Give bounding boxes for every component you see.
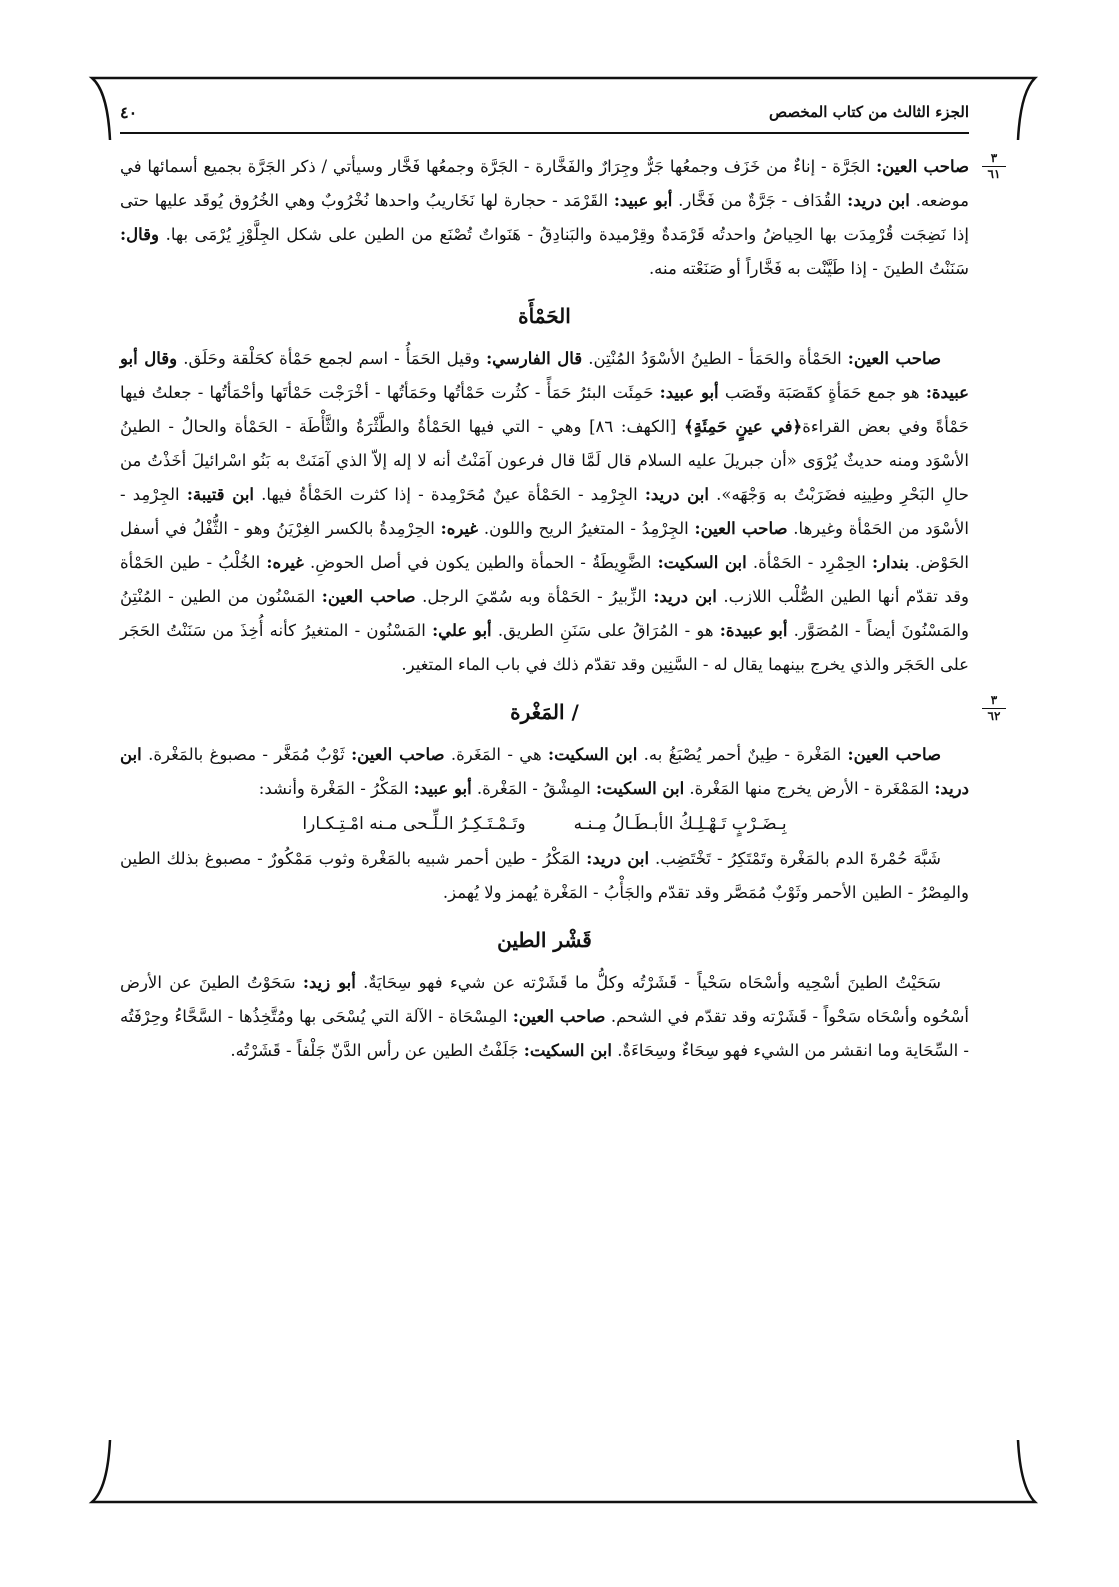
running-header <box>120 92 969 134</box>
poetry-verse <box>120 814 969 834</box>
margin-reference-1: ٣ ٦١ <box>979 152 1009 181</box>
section-title-qashr: قَشْر الطين <box>497 928 592 952</box>
verse-first-hemistich: بِـضَـرْبٍ تَـهْـلِـكُ الأبـطَـالُ مِـنـه <box>573 814 787 834</box>
qashr-paragraph: سَحَيْتُ الطينَ أسْحِيه وأسْحَاه سَحْياً - قَشَرْتُه وكلُّ ما قَشَرْته عن شيء فهو سِحَايَةٌ. أبو زيد: سَحَوْتُ الطينَ عن الأرض أسْحُوه وأسْحَاه سَحْواً - قَشَرْته وقد تقدّم في الشحم. صاحب العين: المِسْحَاة - الآلة التي يُسْحَى بها ومُتَّخِذُها - السَّحَّاءُ وحِرْفَتُه - السِّحَاية وما انقشر من الشيء فهو سِحَاءٌ وسِحَاءَةٌ. ابن السكيت: جَلَفْتُ الطين عن رأس الدَّنّ جَلْفاً - قَشَرْتُه. <box>120 973 969 1060</box>
maghra-paragraph: صاحب العين: المَغْرة - طِينٌ أحمر يُصْبَغُ به. ابن السكيت: هي - المَغَرة. صاحب العين: ثَوْبٌ مُمَغَّر - مصبوغ بالمَغْرة. ابن دريد: المَمْغَرة - الأرض يخرج منها المَغْرة. ابن السكيت: المِشْقُ - المَغْرة. أبو عبيد: المَكْرُ - المَغْرة وأنشد: <box>120 745 969 798</box>
margin-reference-2: ٣ ٦٢ <box>979 694 1009 723</box>
page-number: ٤٠ <box>120 102 138 122</box>
section-title-maghra: / المَغْرة <box>510 700 579 724</box>
running-title: الجزء الثالث من كتاب المخصص <box>768 103 969 121</box>
verse-second-hemistich: وتَـمْـتَـكِـرُ الـلِّـحى مـنه امْـتِـكـارا <box>302 814 526 834</box>
section-title-hamaa: الحَمْأَة <box>518 304 571 328</box>
hamaa-paragraph: صاحب العين: الحَمْأة والحَمَأ - الطينُ الأسْوَدُ المُنْتِن. قال الفارسي: وقيل الحَمَأُ - اسم لجمع حَمْأة كحَلْقة وحَلَق. وقال أبو عبيدة: هو جمع حَمَأةٍ كقَصَبَة وقَصَب أبو عبيد: حَمِئَت البئرُ حَمَأً - كثُرت حَمْأتُها وحَمَأتُها - أخْرَجْت حَمْأتَها وأحْمَأتُها - جعلتُ فيها حَمْأةً وفي بعض القراءة﴿في عينٍ حَمِئَةٍ﴾ [الكهف: ٨٦] وهي - التي فيها الحَمْأةُ والطَّثْرَةُ والثَّأْطَة - الحَمْأة والحالُ - الطينُ الأسْوَد ومنه حديثٌ يُرْوَى «أن جبريلَ عليه السلام قال لَمَّا قال فرعون آمَنْتُ أنه لا إله إلاّ الذي آمَنَتْ به بَنُو اسْرائيلَ أخَذْتُ من حالِ البَحْرِ وطِينِه فضَرَبْتُ به وَجْهَه». ابن دريد: الجِرْمِد - الحَمْأة عينٌ مُحَرْمِدة - إذا كثرت الحَمْأةُ فيها. ابن قتيبة: الجِرْمِد - الأسْوَد من الحَمْأة وغيرها. صاحب العين: الجِرْمِدُ - المتغيرُ الريح واللون. غيره: الحِرْمِدةُ بالكسر الغِرْيَنُ وهو - الثُّفْلُ في أسفل الحَوْض. بندار: الحِمْرِد - الحَمْأة. ابن السكيت: الضَّوِيطَةُ - الحمأة والطين يكون في أصل الحوضِ. غيره: الخُلْبُ - طين الحَمْأة وقد تقدّم أنها الطين الصُّلْب اللازب. ابن دريد: الزِّبيرُ - الحَمْأة وبه سُمّيَ الرجل. صاحب العين: المَسْنُون من الطين - المُنْتِنُ والمَسْنُونَ أيضاً - المُصَوَّر. أبو عبيدة: هو - المُرَاقُ على سَنَنِ الطريق. أبو علي: المَسْنُون - المتغيرُ كأنه أُخِذَ من سَنَنْتُ الحَجَر على الحَجَر والذي يخرج بينهما يقال له - السَّنِين وقد تقدّم ذلك في باب الماء المتغير. <box>120 349 970 674</box>
page-body <box>120 150 1001 1437</box>
intro-paragraph: صاحب العين: الجَرَّة - إناءٌ من خَزَف وجمعُها جَرٌّ وجِرَارٌ والفَخَّارة - الجَرَّة وجمعُها فَخَّار وسيأتي / ذكر الجَرَّة بجميع أسمائها في موضعه. ابن دريد: القُدَاف - جَرَّةٌ من فَخَّار. أبو عبيد: القَرْمَد - حجارة لها نَخَاريبُ واحدها نُخْرُوبٌ وهي الخُرُوق يُوقَد عليها حتى إذا نَضِجَت قُرْمِدَت بها الحِياضُ واحدتُه قَرْمَدةٌ وقِرْميدة والبَنادِقُ - هَنَواتٌ تُصْنَع من الطين على شكل الجِلَّوْزِ يُرْمَى بها. وقال: سَنَنْتُ الطينَ - إذا طَيَّنْت به فَخَّاراً أو صَنَعْته منه. <box>120 157 970 278</box>
maghra-paragraph-2: شَبَّهَ حُمْرةَ الدم بالمَغْرة وتَمْتَكِرُ - تَخْتَضِب. ابن دريد: المَكْرُ - طين أحمر شبيه بالمَغْرة وثوب مَمْكُورٌ - مصبوغ بذلك الطين والمِصْرُ - الطين الأحمر وثَوْبٌ مُمَصَّر وقد تقدّم والجَأْبُ - المَغْرة يُهمز ولا يُهمز. <box>120 849 969 902</box>
